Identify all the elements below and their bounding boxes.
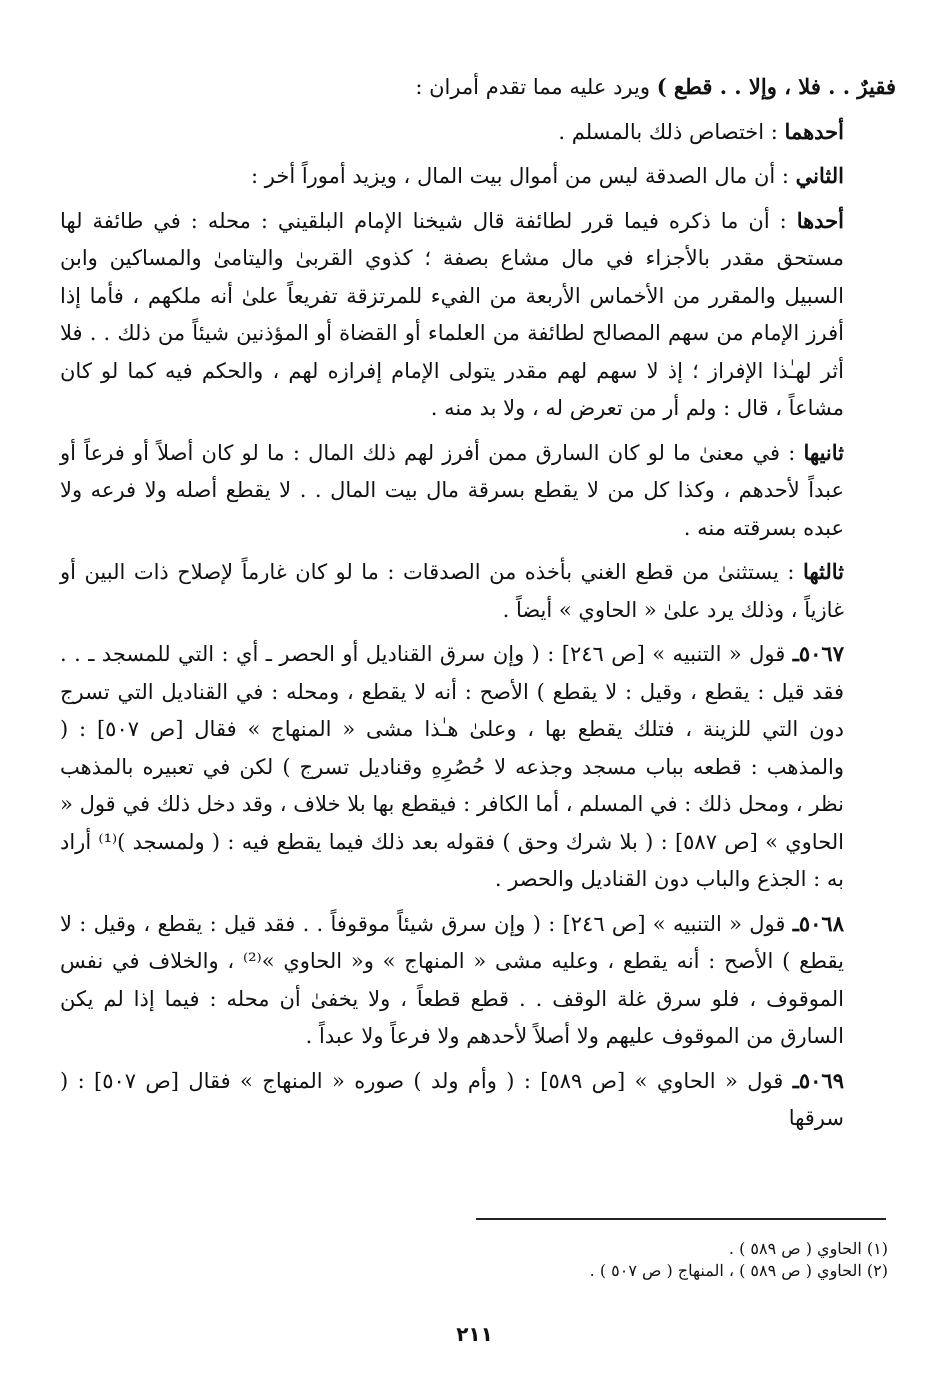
paragraph-heading: ٥٠٦٧ـ [792, 641, 844, 666]
paragraph-body: : اختصاص ذلك بالمسلم . [558, 119, 785, 144]
paragraph-heading: ٥٠٦٨ـ [792, 910, 844, 936]
paragraph [60, 635, 896, 899]
paragraph-body: : أن ما ذكره فيما قرر لطائفة قال شيخنا الإمام البلقيني : محله : في طائفة لها مستحق مقدر بالأجزاء في مال مشاع بصفة ؛ كذوي القربىٰ واليتامىٰ والمساكين وابن السبيل والمقرر من الأخماس الأربعة من الفيء للمرتزقة تفريعاً علىٰ أنه ملكهم ، فأما إذا أفرز الإمام من سهم المصالح لطائفة من العلماء أو القضاة أو المؤذنين شيئاً من ذلك . . فلا أثر لهـٰذا الإفراز ؛ إذ لا سهم لهم مقدر يتولى الإمام إفرازه لهم ، والحكم فيه كما لو كان مشاعاً ، قال : ولم أر من تعرض له ، ولا بد منه . [60, 208, 844, 420]
paragraph-body: : في معنىٰ ما لو كان السارق ممن أفرز لهم ذلك المال : ما لو كان أصلاً أو فرعاً أو عبداً لأحدهم ، وكذا كل من لا يقطع بسرقة مال بيت المال . . لا يقطع أصله ولا فرعه ولا عبده بسرقته منه . [60, 440, 844, 540]
paragraph [60, 202, 896, 428]
paragraph-heading: ثالثها [802, 559, 844, 584]
paragraph-heading: أحدها [796, 207, 844, 233]
paragraph-body: قول « الحاوي » [ص ٥٨٩] : ( وأم ولد ) صوره « المنهاج » فقال [ص ٥٠٧] : ( سرقها [60, 1068, 844, 1130]
paragraph-body: : يستثنىٰ من قطع الغني بأخذه من الصدقات : ما لو كان غارماً لإصلاح ذات البين أو غازياً ، وذلك يرد علىٰ « الحاوي » أيضاً . [60, 560, 844, 622]
paragraph-heading: ثانيها [803, 439, 844, 465]
paragraph-body: قول « التنبيه » [ص ٢٤٦] : ( وإن سرق القناديل أو الحصر ـ أي : التي للمسجد ـ . . فقد قيل : يقطع ، وقيل : لا يقطع ) الأصح : أنه لا يقطع ، ومحله : في القناديل التي تسرج دون التي للزينة ، فتلك يقطع بها ، وعلىٰ هـٰذا مشى « المنهاج » فقال [ص ٥٠٧] : ( والمذهب : قطعه بباب مسجد وجذعه لا حُصُرِهِ وقناديل تسرج ) لكن في تعبيره بالمذهب نظر ، ومحل ذلك : في المسلم ، أما الكافر : فيقطع بها بلا خلاف ، وقد دخل ذلك في قول « الحاوي » [ص ٥٨٧] : ( بلا شرك وحق ) فقوله بعد ذلك فيما يقطع فيه : ( ولمسجد )⁽¹⁾ أراد به : الجذع والباب دون القناديل والحصر . [60, 642, 845, 891]
paragraph-body: : أن مال الصدقة ليس من أموال بيت المال ، ويزيد أموراً أخر : [251, 164, 796, 188]
page-number: ٢١١ [456, 1322, 493, 1346]
footnote: (١) الحاوي ( ص ٥٨٩ ) . [728, 1239, 888, 1258]
paragraph [60, 113, 896, 152]
footnote-list [60, 1238, 896, 1282]
paragraph-heading: فقيرٌ . . فلا ، وإلا . . قطع ) [656, 74, 896, 99]
paragraph [60, 434, 896, 548]
footnote: (٢) الحاوي ( ص ٥٨٩ ) ، المنهاج ( ص ٥٠٧ ) . [589, 1261, 888, 1280]
paragraph-body: ويرد عليه مما تقدم أمران : [415, 75, 657, 99]
main-text [60, 68, 896, 1144]
paragraph-body: قول « التنبيه » [ص ٢٤٦] : ( وإن سرق شيئاً موقوفاً . . فقد قيل : يقطع ، وقيل : لا يقطع ) الأصح : أنه يقطع ، وعليه مشى « المنهاج » و« الحاوي »⁽²⁾ ، والخلاف في نفس الموقوف ، فلو سرق غلة الوقف . . قطع قطعاً ، ولا يخفىٰ أن محله : فيما إذا لم يكن السارق من الموقوف عليهم ولا أصلاً لأحدهم ولا فرعاً ولا عبداً . [60, 911, 844, 1048]
paragraph-heading: الثاني [795, 163, 844, 188]
paragraph [60, 1062, 896, 1138]
paragraph [60, 553, 896, 629]
footnote-divider [476, 1218, 886, 1220]
paragraph-heading: ٥٠٦٩ـ [792, 1067, 844, 1093]
paragraph [60, 905, 896, 1056]
paragraph-heading: أحدهما [784, 118, 844, 144]
paragraph [60, 68, 896, 107]
paragraph [60, 157, 896, 196]
